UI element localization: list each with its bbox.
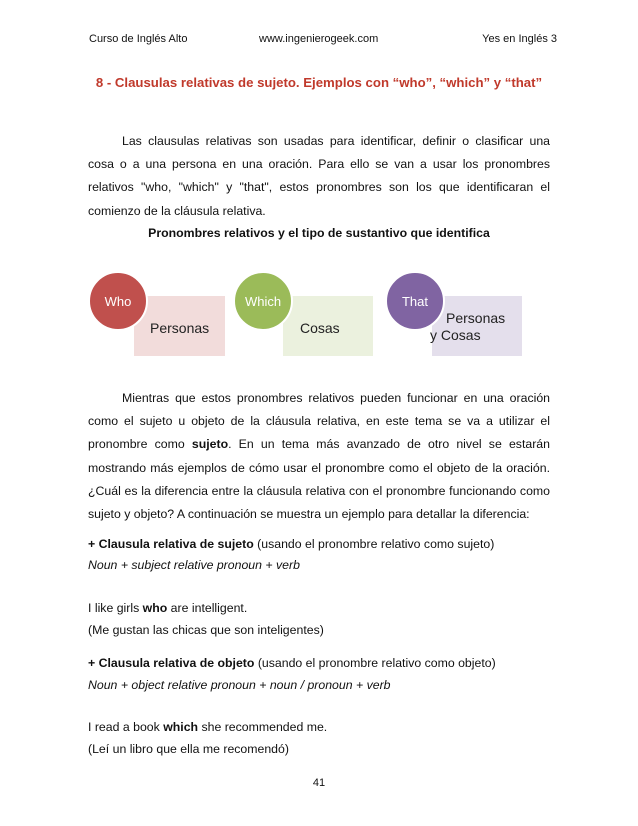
subject-translation: (Me gustan las chicas que son inteligentes) — [88, 623, 324, 637]
header-book-title: Yes en Inglés 3 — [482, 33, 557, 45]
object-heading-bold: + Clausula relativa de objeto — [88, 656, 255, 670]
that-noun-line2: y Cosas — [430, 327, 481, 343]
that-pronoun: That — [401, 293, 428, 309]
section-title: 8 - Clausulas relativas de sujeto. Ejemplos con “who”, “which” y “that” — [95, 75, 543, 90]
intro-text: Las clausulas relativas son usadas para identificar, definir o clasificar una cosa o a una persona en una oración. Para ello se van a usar los pronombres relativos "who, "which" y "that", estos pronombres son los que identificaran el comienzo de la cláusula relativa. — [88, 134, 550, 218]
subject-heading — [88, 537, 494, 551]
explanation-paragraph — [88, 387, 550, 526]
object-example-post: she recommended me. — [198, 720, 328, 734]
intro-paragraph — [88, 130, 550, 223]
subject-formula: Noun + subject relative pronoun + verb — [88, 558, 300, 572]
which-pronoun: Which — [244, 293, 282, 309]
object-formula: Noun + object relative pronoun + noun / pronoun + verb — [88, 678, 391, 692]
explanation-bold-word: sujeto — [191, 437, 229, 452]
explanation-text-2: . En un tema más avanzado de otro nivel se estarán mostrando más ejemplos de cómo usar el pronombre como el objeto de la oración. ¿Cuál es la diferencia entre la cláusula relativa con el pronombre funcionando como sujeto y objeto? A continuación se muestra un ejemplo para detallar la diferencia: — [88, 437, 550, 522]
subject-example-bold: who — [142, 601, 168, 615]
explanation-text-1: Mientras que estos pronombres relativos pueden funcionar en una oración como el sujeto u objeto de la cláusula relativa, en este tema se va a utilizar el pronombre como — [88, 391, 550, 452]
header-website: www.ingenierogeek.com — [259, 33, 379, 45]
object-example — [88, 720, 327, 734]
diagram-subtitle: Pronombres relativos y el tipo de sustantivo que identifica — [148, 226, 490, 240]
object-heading-rest: (usando el pronombre relativo como objeto) — [254, 656, 496, 670]
page-number: 41 — [312, 777, 326, 789]
header-course-title: Curso de Inglés Alto — [89, 33, 188, 45]
that-noun-line1: Personas — [446, 310, 506, 326]
who-circle — [88, 271, 148, 331]
object-example-pre: I read a book — [88, 720, 164, 734]
subject-example — [88, 601, 247, 615]
subject-example-pre: I like girls — [88, 601, 143, 615]
subject-heading-rest: (usando el pronombre relativo como sujeto) — [253, 537, 495, 551]
subject-heading-bold: + Clausula relativa de sujeto — [88, 537, 254, 551]
object-heading — [88, 656, 496, 670]
who-noun-label: Personas — [150, 320, 210, 336]
object-translation: (Leí un libro que ella me recomendó) — [88, 742, 289, 756]
which-circle — [233, 271, 293, 331]
object-example-bold: which — [163, 720, 199, 734]
who-pronoun: Who — [104, 293, 132, 309]
which-noun-label: Cosas — [300, 320, 340, 336]
subject-example-post: are intelligent. — [167, 601, 248, 615]
that-noun-label — [430, 310, 505, 344]
